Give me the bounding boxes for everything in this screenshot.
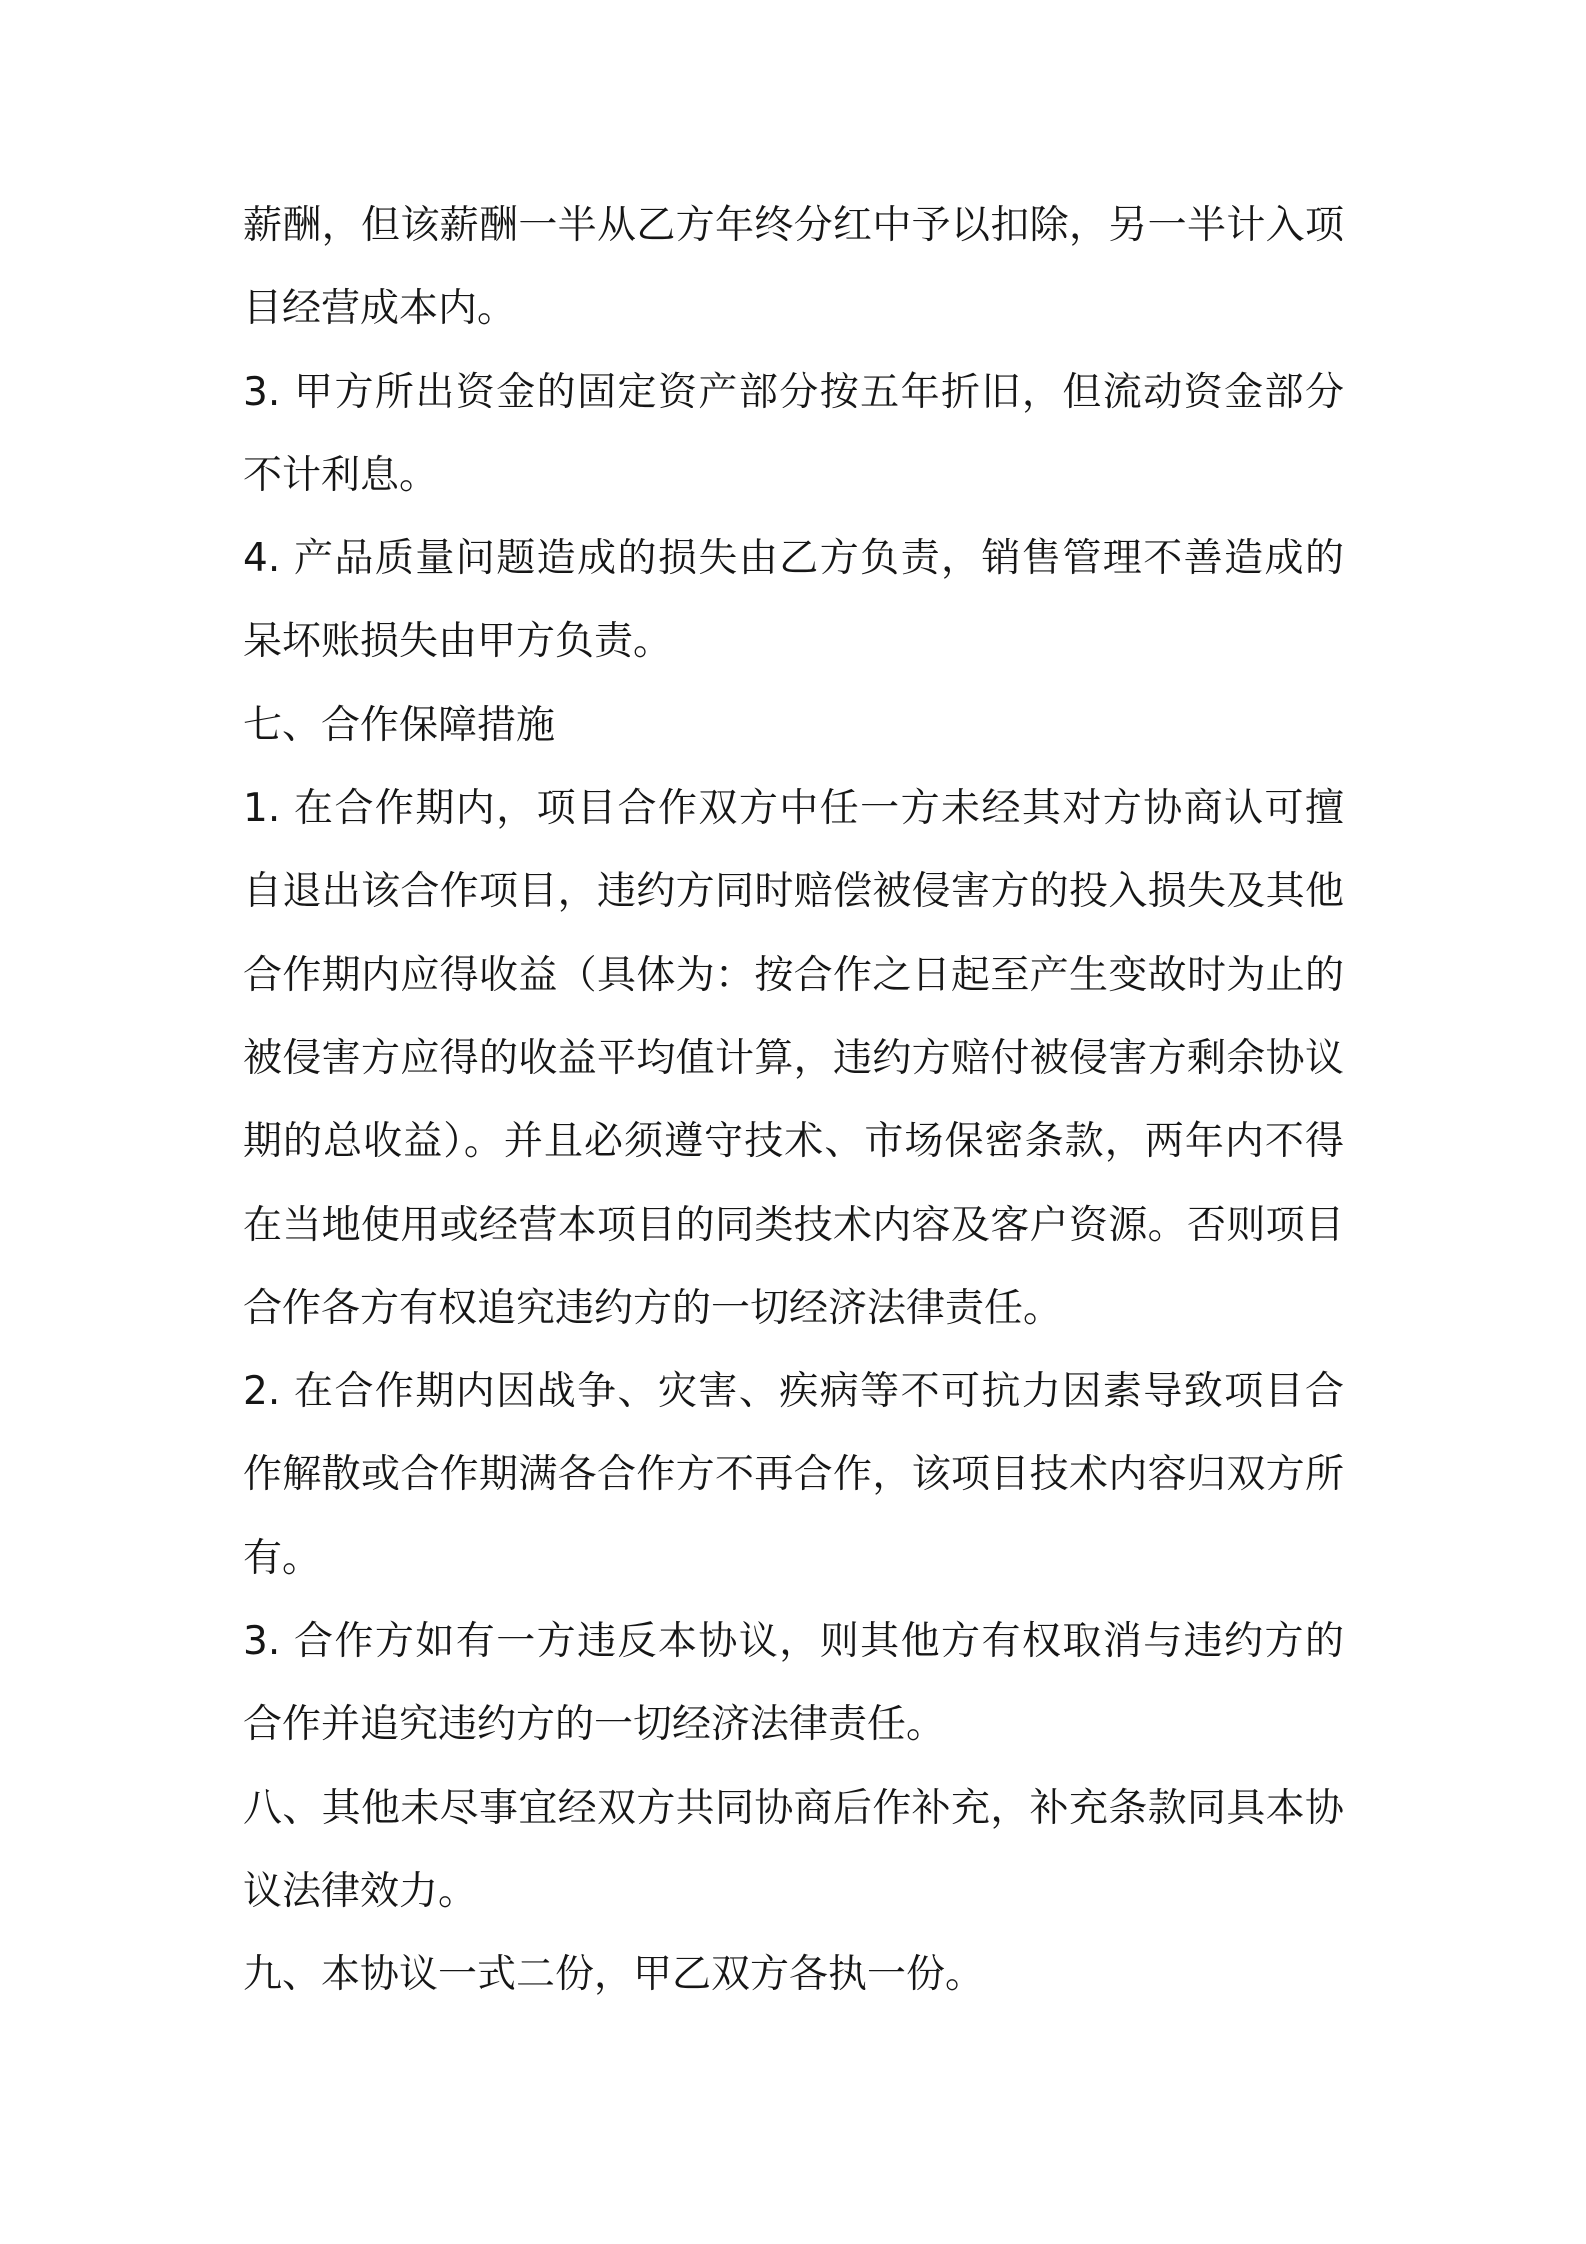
clause-paragraph bbox=[243, 1350, 1344, 1600]
text-line: 合作期内应得收益（具体为：按合作之日起至产生变故时为止的 bbox=[243, 952, 1344, 998]
text-line: 3. 甲方所出资金的固定资产部分按五年折旧，但流动资金部分 bbox=[243, 369, 1344, 415]
text-line: 合作并追究违约方的一切经济法律责任。 bbox=[243, 1702, 946, 1748]
text-line: 不计利息。 bbox=[243, 452, 439, 498]
text-line: 目经营成本内。 bbox=[243, 286, 517, 332]
text-line: 期的总收益）。并且必须遵守技术、市场保密条款，两年内不得 bbox=[243, 1119, 1344, 1165]
section-heading-text: 七、合作保障措施 bbox=[243, 702, 556, 748]
text-line: 合作各方有权追究违约方的一切经济法律责任。 bbox=[243, 1285, 1063, 1331]
section-heading bbox=[243, 684, 1344, 767]
section-paragraph bbox=[243, 1767, 1344, 1934]
text-line: 自退出该合作项目，违约方同时赔偿被侵害方的投入损失及其他 bbox=[243, 869, 1344, 915]
text-line: 在当地使用或经营本项目的同类技术内容及客户资源。否则项目 bbox=[243, 1202, 1344, 1248]
clause-paragraph bbox=[243, 767, 1344, 1350]
text-line: 2. 在合作期内因战争、灾害、疾病等不可抗力因素导致项目合 bbox=[243, 1369, 1344, 1415]
clause-paragraph bbox=[243, 517, 1344, 684]
text-line: 被侵害方应得的收益平均值计算，违约方赔付被侵害方剩余协议 bbox=[243, 1035, 1344, 1081]
text-line: 作解散或合作期满各合作方不再合作，该项目技术内容归双方所 bbox=[243, 1452, 1344, 1498]
text-line: 1. 在合作期内，项目合作双方中任一方未经其对方协商认可擅 bbox=[243, 786, 1344, 832]
clause-paragraph bbox=[243, 1600, 1344, 1767]
text-line: 4. 产品质量问题造成的损失由乙方负责，销售管理不善造成的 bbox=[243, 536, 1344, 582]
document-body bbox=[243, 184, 1344, 2017]
clause-paragraph bbox=[243, 351, 1344, 518]
text-line: 呆坏账损失由甲方负责。 bbox=[243, 619, 673, 665]
text-line: 3. 合作方如有一方违反本协议，则其他方有权取消与违约方的 bbox=[243, 1619, 1344, 1665]
text-line: 有。 bbox=[243, 1535, 322, 1581]
section-paragraph bbox=[243, 1933, 1344, 2016]
text-line: 议法律效力。 bbox=[243, 1868, 478, 1914]
text-line: 八、其他未尽事宜经双方共同协商后作补充，补充条款同具本协 bbox=[243, 1785, 1344, 1831]
text-line: 九、本协议一式二份，甲乙双方各执一份。 bbox=[243, 1952, 985, 1998]
text-line: 薪酬，但该薪酬一半从乙方年终分红中予以扣除，另一半计入项 bbox=[243, 203, 1344, 248]
continuation-paragraph bbox=[243, 184, 1344, 351]
